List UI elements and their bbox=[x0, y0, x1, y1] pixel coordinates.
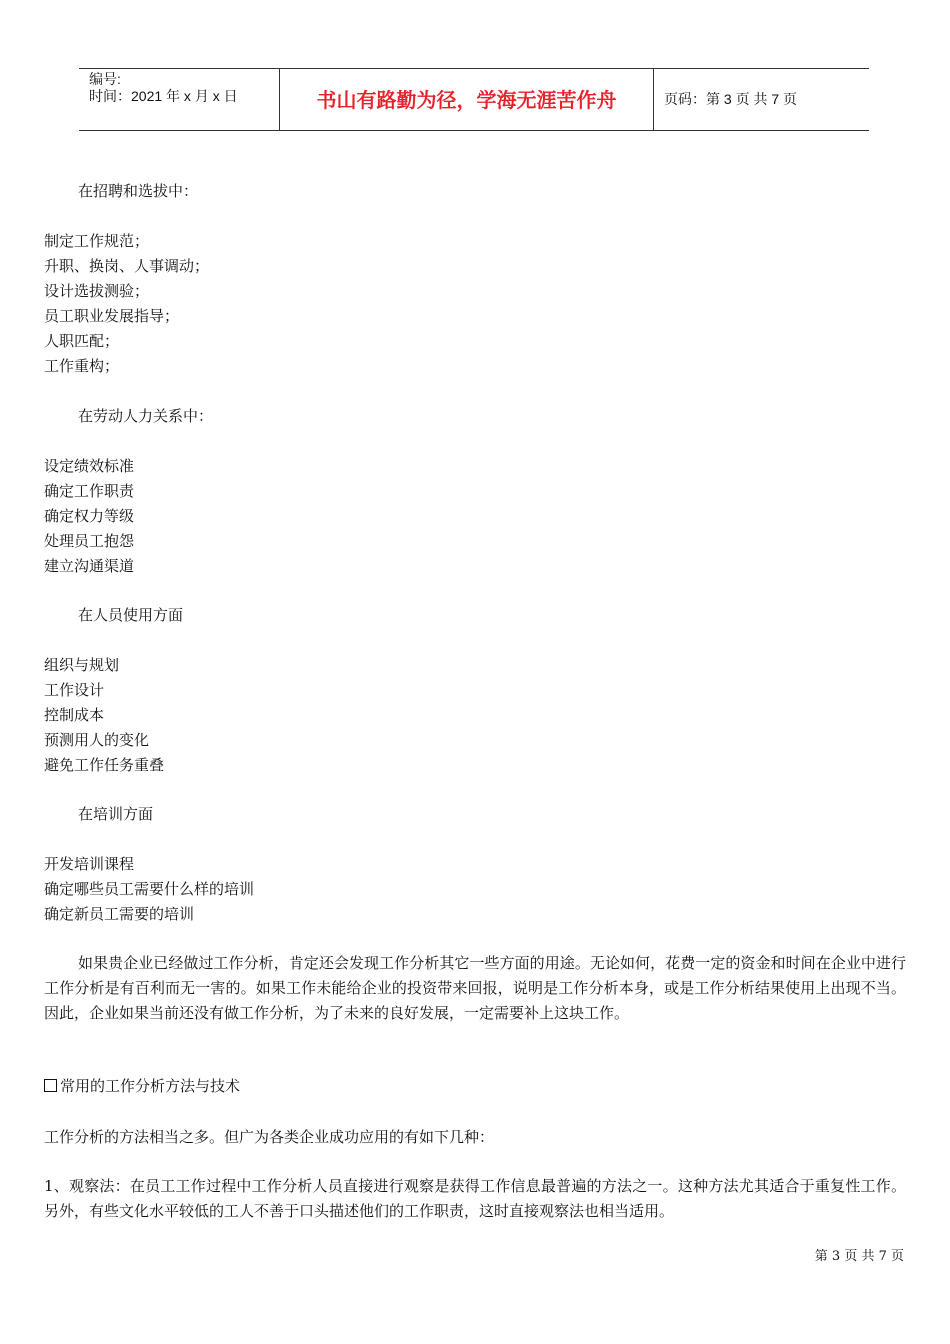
list-item: 确定哪些员工需要什么样的培训 bbox=[44, 880, 255, 898]
page-footer: 第 3 页 共 7 页 bbox=[814, 1249, 904, 1264]
methods-intro: 工作分析的方法相当之多。但广为各类企业成功应用的有如下几种： bbox=[44, 1128, 495, 1146]
list-item: 工作重构； bbox=[44, 357, 120, 375]
section-heading-staffing: 在人员使用方面 bbox=[78, 606, 184, 624]
list-item: 预测用人的变化 bbox=[44, 731, 150, 749]
document-time-label: 时间：2021 年 x 月 x 日 bbox=[89, 88, 238, 104]
list-item: 开发培训课程 bbox=[44, 855, 135, 873]
section-heading-labor-relations: 在劳动人力关系中： bbox=[78, 407, 214, 425]
list-item: 设定绩效标准 bbox=[44, 457, 135, 475]
page-header bbox=[79, 68, 869, 131]
header-middle-cell bbox=[279, 69, 654, 130]
section-heading-recruitment: 在招聘和选拔中： bbox=[78, 182, 199, 200]
body-paragraph: 如果贵企业已经做过工作分析，肯定还会发现工作分析其它一些方面的用途。无论如何，花费一定的资金和时间在企业中进行工作分析是有百利而无一害的。如果工作未能给企业的投资带来回报，说明是工作分析本身，或是工作分析结果使用上出现不当。因此，企业如果当前还没有做工作分析，为了未来的良好发展，一定需要补上这块工作。 bbox=[44, 954, 906, 1022]
list-item: 建立沟通渠道 bbox=[44, 557, 135, 575]
methods-heading: 常用的工作分析方法与技术 bbox=[60, 1077, 241, 1095]
checkbox-square-icon bbox=[44, 1079, 57, 1092]
list-item: 确定权力等级 bbox=[44, 507, 135, 525]
methods-heading-line bbox=[44, 1077, 240, 1095]
header-right-cell bbox=[654, 69, 869, 130]
list-item: 员工职业发展指导； bbox=[44, 307, 180, 325]
list-item: 确定新员工需要的培训 bbox=[44, 905, 195, 923]
list-item: 确定工作职责 bbox=[44, 482, 135, 500]
list-item: 处理员工抱怨 bbox=[44, 532, 135, 550]
list-item: 升职、换岗、人事调动； bbox=[44, 257, 210, 275]
header-page-info: 页码：第 3 页 共 7 页 bbox=[664, 91, 798, 107]
list-item: 控制成本 bbox=[44, 706, 105, 724]
list-item: 设计选拔测验； bbox=[44, 282, 150, 300]
document-number-label: 编号: bbox=[89, 71, 121, 87]
list-item: 工作设计 bbox=[44, 681, 105, 699]
section-heading-training: 在培训方面 bbox=[78, 805, 154, 823]
list-item: 避免工作任务重叠 bbox=[44, 756, 165, 774]
list-item: 人职匹配； bbox=[44, 332, 120, 350]
header-motto: 书山有路勤为径，学海无涯苦作舟 bbox=[316, 88, 617, 112]
list-item: 制定工作规范； bbox=[44, 232, 150, 250]
header-left-cell bbox=[79, 69, 279, 130]
method-observation-paragraph: 1、观察法：在员工工作过程中工作分析人员直接进行观察是获得工作信息最普遍的方法之一。这种方法尤其适合于重复性工作。另外，有些文化水平较低的工人不善于口头描述他们的工作职责，这时直接观察法也相当适用。 bbox=[44, 1177, 906, 1220]
list-item: 组织与规划 bbox=[44, 656, 120, 674]
